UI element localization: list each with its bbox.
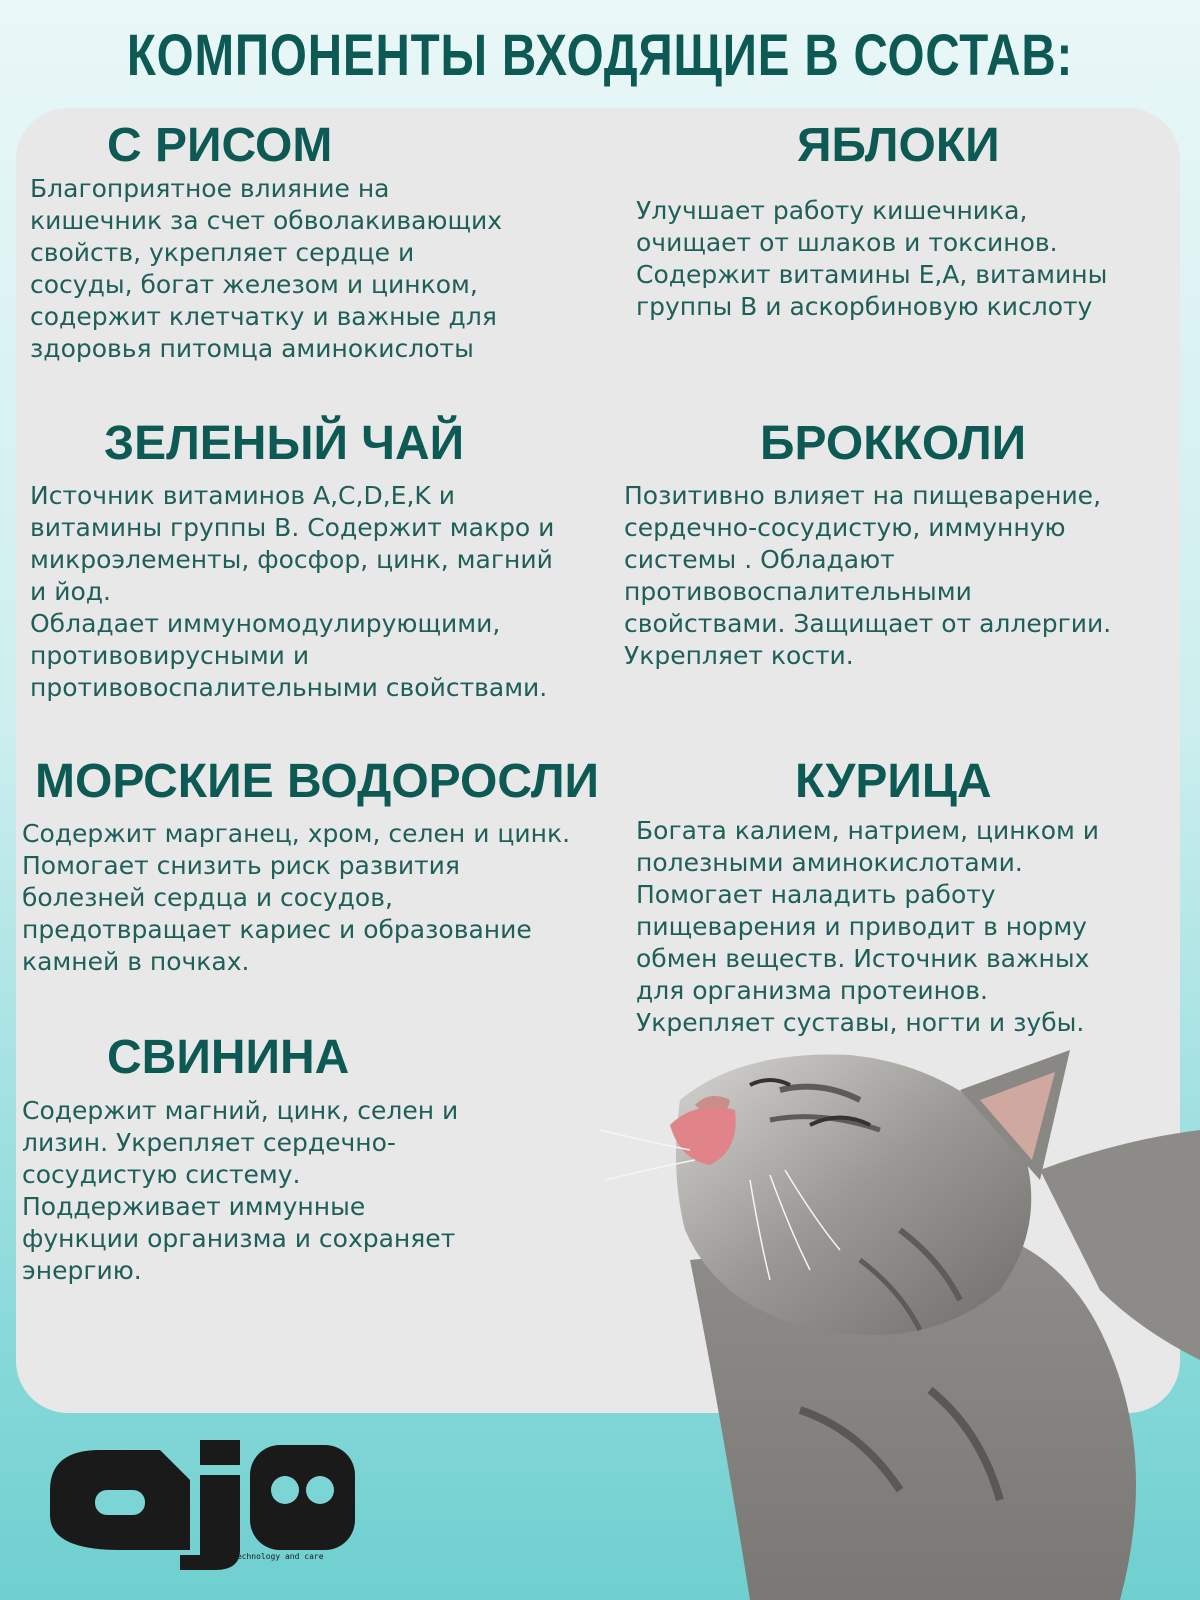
section-title-seaweed: МОРСКИЕ ВОДОРОСЛИ — [35, 755, 600, 808]
section-text-pork: Содержит магний, цинк, селен и лизин. Укрепляет сердечно- сосудистую систему. Поддерживает иммунные функции организма и сохраняет энергию. — [22, 1096, 459, 1285]
section-title-apples: ЯБЛОКИ — [797, 119, 1000, 172]
section-title-green-tea: ЗЕЛЕНЫЙ ЧАЙ — [104, 417, 465, 470]
logo-tagline: technology and care — [232, 1552, 324, 1561]
section-text-broccoli: Позитивно влияет на пищеварение, сердечно-сосудистую, иммунную системы . Обладают противовоспалительными свойствами. Защищает от аллергии. Укрепляет кости. — [624, 481, 1112, 670]
page-title: КОМПОНЕНТЫ ВХОДЯЩИЕ В СОСТАВ: — [126, 23, 1074, 88]
section-title-rice: С РИСОМ — [107, 119, 333, 172]
ajo-logo — [40, 1420, 360, 1570]
section-text-green-tea: Источник витаминов A,C,D,E,K и витамины группы В. Содержит макро и микроэлементы, фосфор, цинк, магний и йод. Обладает иммуномодулирующими, противовирусными и противовоспалительными свойствами. — [30, 481, 555, 702]
section-title-chicken: КУРИЦА — [795, 755, 992, 808]
section-title-pork: СВИНИНА — [107, 1031, 350, 1084]
section-title-broccoli: БРОККОЛИ — [760, 417, 1027, 470]
section-text-chicken: Богата калием, натрием, цинком и полезными аминокислотами. Помогает наладить работу пищеварения и приводит в норму обмен веществ. Источник важных для организма протеинов. Укрепляет суставы, ногти и зубы. — [636, 816, 1100, 1037]
section-text-seaweed: Содержит марганец, хром, селен и цинк. Помогает снизить риск развития болезней сердца и сосудов, предотвращает кариес и образование камней в почках. — [22, 819, 571, 976]
section-text-rice: Благоприятное влияние на кишечник за счет обволакивающих свойств, укрепляет сердце и сосуды, богат железом и цинком, содержит клетчатку и важные для здоровья питомца аминокислоты — [30, 174, 503, 363]
section-text-apples: Улучшает работу кишечника, очищает от шлаков и токсинов. Содержит витамины Е,А, витамины группы В и аскорбиновую кислоту — [636, 196, 1108, 321]
cat-image — [600, 1030, 1200, 1600]
